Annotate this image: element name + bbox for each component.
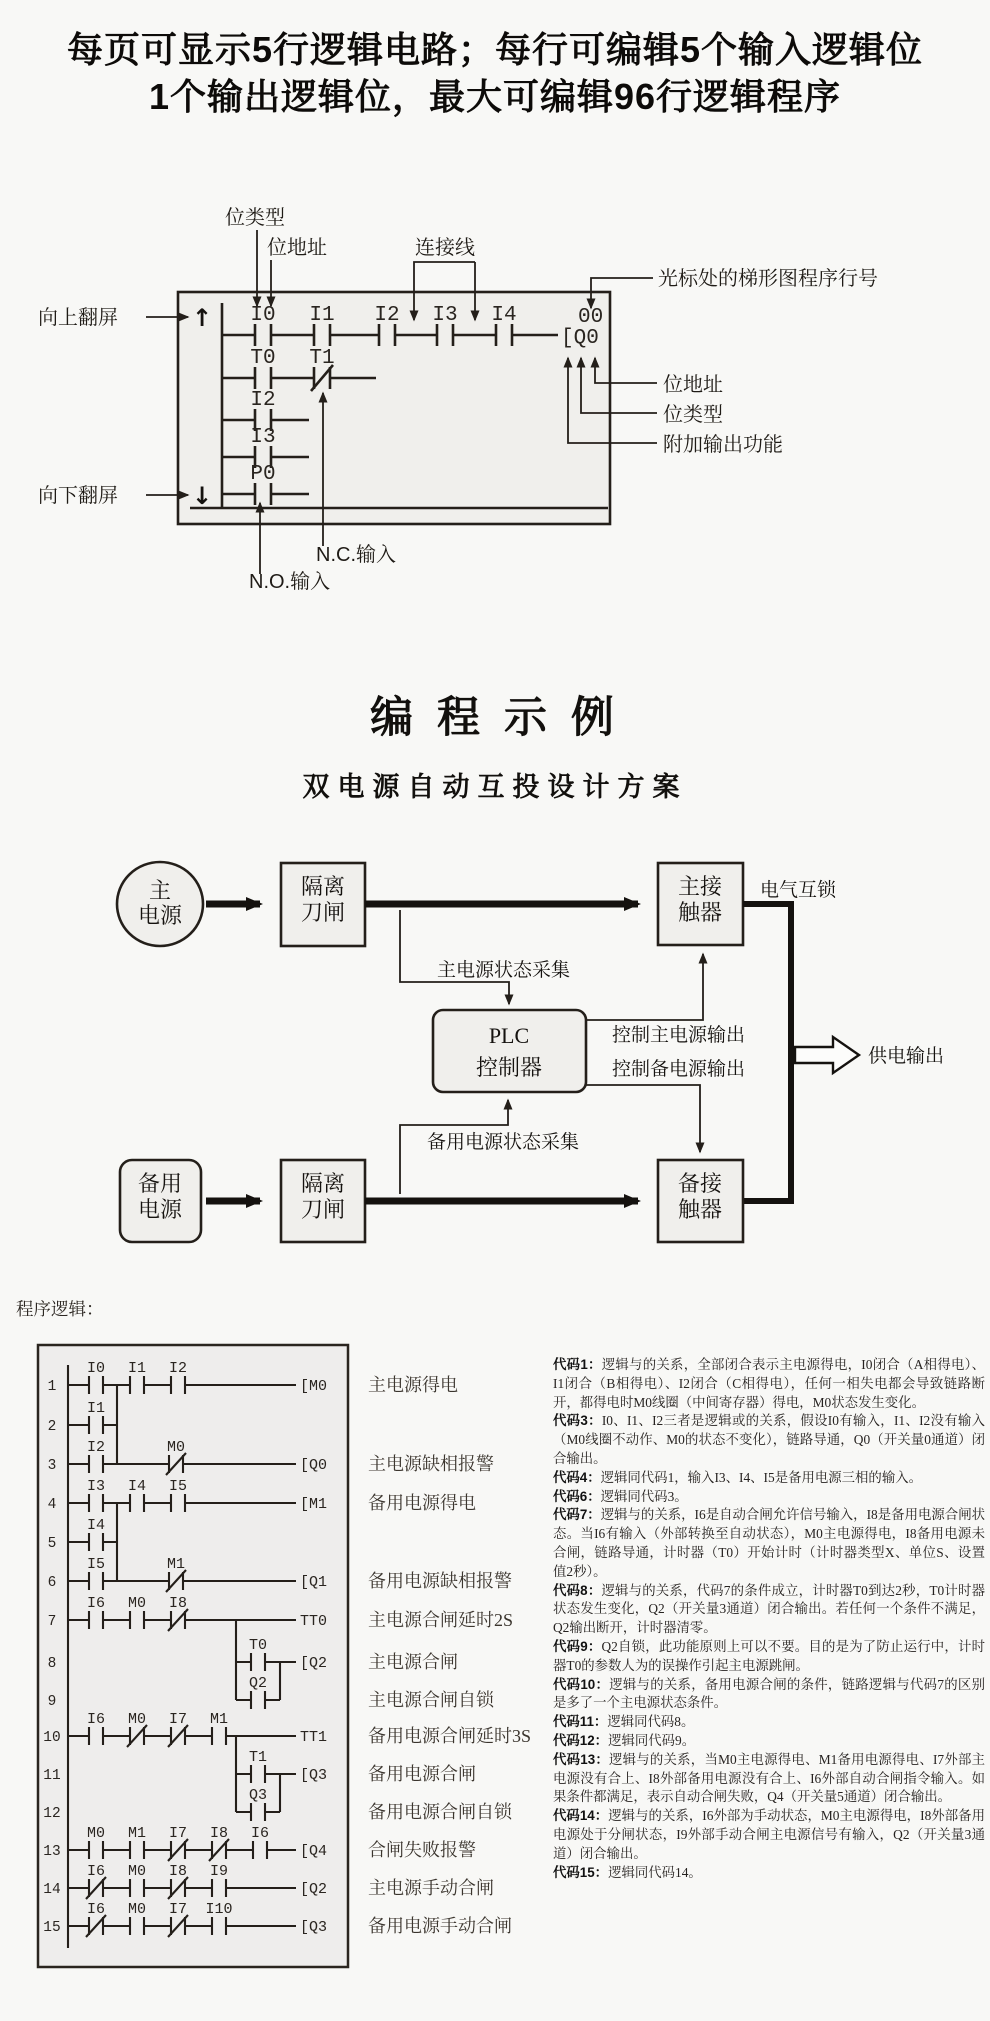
contact-gap — [131, 1884, 143, 1892]
bit-label: I6 — [86, 1711, 106, 1728]
contact-gap — [131, 1381, 143, 1389]
output-label: [Q0 — [300, 1457, 328, 1474]
bit-label: I6 — [250, 1825, 270, 1842]
contact-gap — [252, 1770, 264, 1778]
row-number: 8 — [47, 1656, 57, 1672]
note-text: I0、I1、I2三者是逻辑或的关系，假设I0有输入，I1、I2没有输入（M0线圈不动作、M0的状态不变化），链路导通，Q0（开关量0通道）闭合输出。 — [553, 1413, 985, 1466]
bit-label: I3 — [432, 304, 458, 327]
bit-label: T1 — [248, 1749, 268, 1766]
rung-description: 备用电源缺相报警 — [368, 1571, 512, 1591]
label-backup-state: 备用电源状态采集 — [427, 1132, 580, 1153]
label-bit-addr-right: 位地址 — [663, 374, 723, 396]
label-ctrl-backup: 控制备电源输出 — [612, 1059, 746, 1080]
page-down-icon: ↓ — [191, 482, 213, 510]
row-number: 7 — [47, 1614, 57, 1630]
note-paragraph — [553, 1412, 985, 1468]
bit-label: I1 — [86, 1400, 106, 1417]
bit-label: T1 — [309, 347, 335, 370]
bit-label: I6 — [86, 1863, 106, 1880]
contact-gap — [90, 1499, 102, 1507]
note-paragraph — [553, 1506, 985, 1581]
note-text: 逻辑与的关系，当M0主电源得电、M1备用电源得电、I7外部主电源没有合上、I8外部备用电源没有合上、I6外部自动合闸指令输入。如果条件都满足，表示自动合闸失败，Q4（开关量5通道）闭合输出。 — [553, 1751, 985, 1805]
bit-label: I3 — [86, 1478, 106, 1495]
main-power-l2: 电源 — [137, 903, 183, 928]
isolator1-l2: 刀闸 — [300, 900, 346, 925]
bit-label: I0 — [86, 1360, 106, 1377]
bit-label: I3 — [250, 426, 276, 449]
label-supply-output: 供电输出 — [868, 1046, 945, 1067]
row-number: 10 — [43, 1730, 61, 1746]
output-label: TT1 — [300, 1729, 328, 1746]
row-number: 2 — [47, 1419, 57, 1435]
note-code-label: 代码8： — [553, 1582, 602, 1598]
note-paragraph — [553, 1356, 985, 1412]
backup-contactor-l1: 备接 — [677, 1171, 723, 1196]
contact-gap — [256, 374, 270, 382]
output-label: [M0 — [300, 1378, 328, 1395]
output-label: TT0 — [300, 1613, 328, 1630]
headline-line2: 1个输出逻辑位，最大可编辑96行逻辑程序 — [148, 76, 842, 117]
bit-label: I7 — [168, 1901, 188, 1918]
note-paragraph — [553, 1582, 985, 1638]
rung-description: 合闸失败报警 — [368, 1840, 476, 1860]
contact-gap — [90, 1577, 102, 1585]
contact-gap — [131, 1499, 143, 1507]
label-bit-addr-top: 位地址 — [267, 237, 327, 259]
isolator1-l1: 隔离 — [300, 874, 346, 899]
rung-description: 备用电源合闸延时3S — [368, 1726, 532, 1746]
row-number: 9 — [47, 1694, 57, 1710]
bit-label: I1 — [127, 1360, 147, 1377]
contact-gap — [256, 453, 270, 461]
contact-gap — [131, 1922, 143, 1930]
label-ctrl-main: 控制主电源输出 — [612, 1025, 746, 1046]
note-code-label: 代码1： — [553, 1357, 602, 1372]
bit-label: I8 — [209, 1825, 229, 1842]
rung-description: 备用电源合闸自锁 — [368, 1802, 512, 1822]
isolator2-l2: 刀闸 — [300, 1197, 346, 1222]
main-power-l1: 主 — [148, 878, 172, 903]
contact-gap — [315, 331, 329, 339]
contact-gap — [131, 1846, 143, 1854]
interlock-bus-line — [743, 904, 791, 1201]
bit-label: I4 — [491, 304, 517, 327]
contact-gap — [256, 416, 270, 424]
program-heading: 程序逻辑： — [16, 1299, 104, 1319]
output-label: [Q2 — [300, 1655, 328, 1672]
cursor-line-number: 00 — [578, 306, 604, 329]
supply-output-arrow-icon — [795, 1037, 859, 1073]
example-title: 编 程 示 例 — [370, 694, 620, 742]
note-code-label: 代码10： — [553, 1676, 610, 1692]
label-cursor-line-no: 光标处的梯形图程序行号 — [658, 268, 878, 290]
rung-description: 主电源手动合闸 — [368, 1878, 494, 1898]
note-text: 逻辑与的关系，I6外部为手动状态，M0主电源得电，I8外部备用电源处于分闸状态，I9外部手动合闸主电源信号有输入，Q2（开关量3通道）闭合输出。 — [553, 1808, 985, 1861]
output-coil: [Q0 — [561, 327, 599, 350]
contact-gap — [172, 1381, 184, 1389]
label-interlock: 电气互锁 — [760, 880, 837, 901]
contact-gap — [252, 1658, 264, 1666]
note-paragraph — [553, 1488, 985, 1507]
contact-gap — [90, 1616, 102, 1624]
contact-gap — [131, 1616, 143, 1624]
label-extra-output: 附加输出功能 — [663, 434, 783, 456]
bit-label: I2 — [250, 389, 276, 412]
note-text: 逻辑与的关系，I6是自动合闸允许信号输入，I8是备用电源合闸状态。当I6有输入（外部转换至自动状态），M0主电源得电，I8备用电源未合闸，链路导通，计时器（T0）开始计时（计时器类型X、单位S、设置值2秒）。 — [553, 1507, 985, 1579]
headline-line1: 每页可显示5行逻辑电路；每行可编辑5个输入逻辑位 — [66, 29, 924, 70]
contact-gap — [213, 1884, 225, 1892]
contact-gap — [252, 1696, 264, 1704]
bit-label: I2 — [374, 304, 400, 327]
bit-label: M0 — [86, 1825, 106, 1842]
main-contactor-l2: 触器 — [677, 900, 723, 925]
note-text: 逻辑同代码9。 — [608, 1732, 696, 1748]
note-text: 逻辑同代码14。 — [608, 1864, 702, 1880]
contact-gap — [380, 331, 394, 339]
bit-label: I7 — [168, 1825, 188, 1842]
bit-label: M0 — [127, 1711, 147, 1728]
ctrl-main-line — [586, 954, 703, 1020]
row-number: 6 — [47, 1575, 57, 1591]
bit-label: M1 — [209, 1711, 229, 1728]
rung-description: 备用电源手动合闸 — [368, 1916, 512, 1936]
screen-ladder-diagram — [0, 150, 990, 620]
plc-l2: 控制器 — [475, 1055, 543, 1080]
bit-label: M1 — [127, 1825, 147, 1842]
bit-label: I8 — [168, 1863, 188, 1880]
note-text: 逻辑同代码3。 — [600, 1488, 688, 1504]
contact-gap — [213, 1732, 225, 1740]
bit-label: I4 — [86, 1517, 106, 1534]
bit-label: I1 — [309, 304, 335, 327]
bit-label: T0 — [250, 347, 276, 370]
output-label: [Q3 — [300, 1919, 328, 1936]
bit-label: M0 — [166, 1439, 186, 1456]
note-code-label: 代码14： — [553, 1808, 609, 1824]
output-label: [Q3 — [300, 1767, 328, 1784]
notes — [553, 1356, 985, 1882]
contact-gap — [90, 1381, 102, 1389]
note-text: 逻辑与的关系，代码7的条件成立，计时器T0到达2秒，T0计时器状态发生变化，Q2（开关量3通道）闭合输出。若任何一个条件不满足，Q2输出断开，计时器清零。 — [553, 1582, 986, 1636]
note-paragraph — [553, 1676, 985, 1714]
contact-gap — [90, 1846, 102, 1854]
output-label: [Q4 — [300, 1843, 328, 1860]
isolator2-l1: 隔离 — [300, 1171, 346, 1196]
backup-power-l2: 电源 — [137, 1197, 183, 1222]
label-bit-type-right: 位类型 — [663, 404, 723, 426]
contact-gap — [213, 1922, 225, 1930]
contact-gap — [252, 1808, 264, 1816]
contact-gap — [90, 1460, 102, 1468]
note-code-label: 代码3： — [553, 1413, 602, 1429]
note-paragraph — [553, 1864, 985, 1883]
output-label: [Q2 — [300, 1881, 328, 1898]
label-bit-type-top: 位类型 — [225, 207, 285, 229]
note-paragraph — [553, 1732, 985, 1751]
rung-description: 主电源合闸延时2S — [368, 1610, 514, 1630]
backup-contactor-l2: 触器 — [677, 1197, 723, 1222]
label-main-state: 主电源状态采集 — [437, 960, 571, 981]
bit-label: I6 — [86, 1595, 106, 1612]
contact-gap — [90, 1421, 102, 1429]
page-up-icon: ↑ — [191, 304, 213, 332]
rung-description: 备用电源得电 — [368, 1493, 476, 1513]
note-text: 逻辑与的关系，全部闭合表示主电源得电，I0闭合（A相得电）、I1闭合（B相得电）、I2闭合（C相得电），任何一相失电都会导致链路断开，都得电时M0线圈（中间寄存器）得电，M0状态发生变化。 — [553, 1357, 986, 1410]
bit-label: I10 — [205, 1901, 233, 1918]
note-paragraph — [553, 1713, 985, 1732]
bit-label: T0 — [248, 1637, 268, 1654]
rung-description: 主电源合闸 — [368, 1652, 458, 1672]
note-code-label: 代码7： — [553, 1507, 601, 1523]
bit-label: M0 — [127, 1863, 147, 1880]
bit-label: P0 — [250, 463, 276, 486]
row-number: 14 — [43, 1882, 61, 1898]
note-text: 逻辑与的关系，备用电源合闸的条件，链路逻辑与代码7的区别是多了一个主电源状态条件。 — [553, 1676, 985, 1711]
contact-gap — [256, 490, 270, 498]
contact-gap — [256, 331, 270, 339]
bit-label: M0 — [127, 1595, 147, 1612]
row-number: 15 — [43, 1920, 61, 1936]
bit-label: M0 — [127, 1901, 147, 1918]
bit-label: I5 — [168, 1478, 188, 1495]
note-text: 逻辑同代码1，输入I3、I4、I5是备用电源三相的输入。 — [600, 1469, 922, 1485]
note-code-label: 代码15： — [553, 1864, 609, 1880]
bit-label: I8 — [168, 1595, 188, 1612]
output-label: [Q1 — [300, 1574, 328, 1591]
example-subtitle: 双电源自动互投设计方案 — [302, 772, 688, 802]
note-paragraph — [553, 1807, 985, 1863]
label-connect-line: 连接线 — [415, 237, 475, 259]
row-number: 5 — [47, 1536, 57, 1552]
note-code-label: 代码4： — [553, 1469, 601, 1485]
row-number: 11 — [43, 1768, 61, 1784]
row-number: 3 — [47, 1458, 57, 1474]
rung-description: 主电源合闸自锁 — [368, 1690, 494, 1710]
output-label: [M1 — [300, 1496, 328, 1513]
contact-gap — [497, 331, 511, 339]
contact-gap — [90, 1538, 102, 1546]
flow-diagram — [0, 830, 990, 1260]
main-state-line — [400, 910, 509, 1004]
contact-gap — [254, 1846, 266, 1854]
label-page-down: 向下翻屏 — [38, 485, 118, 507]
note-code-label: 代码6： — [553, 1488, 601, 1504]
note-text: Q2自锁，此功能原则上可以不要。目的是为了防止运行中，计时器T0的参数人为的误操作引起主电源跳闸。 — [553, 1638, 985, 1673]
backup-power-l1: 备用 — [137, 1171, 183, 1196]
contact-gap — [172, 1499, 184, 1507]
bit-label: M1 — [166, 1556, 186, 1573]
headline — [0, 26, 990, 120]
note-text: 逻辑同代码8。 — [607, 1714, 695, 1730]
label-nc-input: N.C.输入 — [316, 544, 396, 566]
note-code-label: 代码11： — [553, 1714, 608, 1730]
ctrl-backup-line — [586, 1085, 700, 1152]
note-code-label: 代码13： — [553, 1751, 610, 1767]
label-page-up: 向上翻屏 — [38, 307, 118, 329]
label-no-input: N.O.输入 — [249, 571, 331, 593]
rung-description: 备用电源合闸 — [368, 1764, 476, 1784]
note-code-label: 代码9： — [553, 1638, 602, 1654]
row-number: 1 — [47, 1379, 57, 1395]
bit-label: I5 — [86, 1556, 106, 1573]
bit-label: I0 — [250, 304, 276, 327]
note-code-label: 代码12： — [553, 1732, 609, 1748]
main-contactor-l1: 主接 — [677, 874, 723, 899]
rung-description: 主电源缺相报警 — [368, 1454, 494, 1474]
bit-label: I9 — [209, 1863, 229, 1880]
contact-gap — [90, 1732, 102, 1740]
bit-label: I2 — [86, 1439, 106, 1456]
bit-label: I2 — [168, 1360, 188, 1377]
row-number: 4 — [47, 1497, 57, 1513]
note-paragraph — [553, 1638, 985, 1676]
note-paragraph — [553, 1751, 985, 1807]
bit-label: I7 — [168, 1711, 188, 1728]
rung-description: 主电源得电 — [368, 1375, 458, 1395]
plc-l1: PLC — [488, 1023, 530, 1048]
row-number: 13 — [43, 1844, 61, 1860]
bit-label: Q2 — [248, 1675, 268, 1692]
bit-label: Q3 — [248, 1787, 268, 1804]
bit-label: I6 — [86, 1901, 106, 1918]
contact-gap — [438, 331, 452, 339]
bit-label: I4 — [127, 1478, 147, 1495]
note-paragraph — [553, 1469, 985, 1488]
row-number: 12 — [43, 1806, 61, 1822]
